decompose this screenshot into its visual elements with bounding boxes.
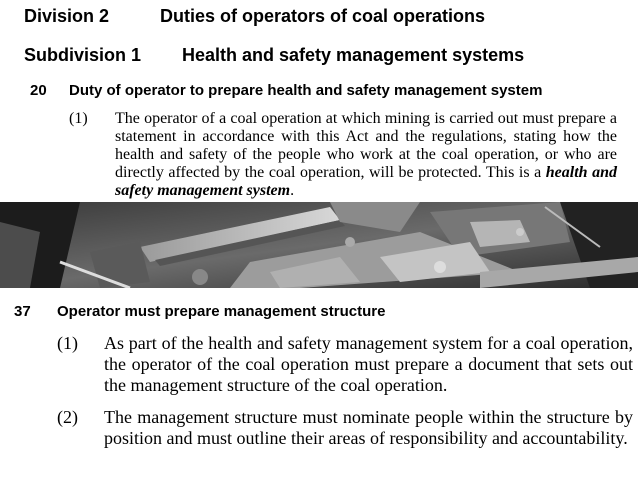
section-20-title: Duty of operator to prepare health and safety management system: [69, 82, 543, 99]
section-37-number: 37: [14, 303, 31, 320]
paragraph-text: [115, 110, 617, 200]
paragraph-text-main: The operator of a coal operation at which mining is carried out must prepare a statement in accordance with this Act and the regulations, stating how the health and safety of the people who work at the coal operation, or who are directly affected by the coal operation, will be protected. This is a: [115, 110, 617, 181]
paragraph-number: (1): [57, 333, 78, 353]
paragraph-text: The management structure must nominate people within the structure by position and must outline their areas of responsibility and accountability.: [104, 407, 633, 448]
section-20-number: 20: [30, 82, 47, 99]
paragraph-text: As part of the health and safety management system for a coal operation, the operator of the coal operation must prepare a document that sets out the management structure of the coal operation.: [104, 333, 633, 395]
division-title: Duties of operators of coal operations: [160, 6, 486, 26]
paragraph-number: (2): [57, 407, 78, 427]
paragraph-text-end: .: [290, 182, 295, 199]
paragraph-number: (1): [69, 110, 88, 127]
defined-term: health and safety management system: [115, 164, 618, 199]
subdivision-title: Health and safety management systems: [182, 45, 525, 65]
mine-collapse-photo: [0, 202, 638, 288]
subdivision-number: Subdivision 1: [24, 45, 142, 65]
section-37-title: Operator must prepare management structure: [57, 303, 386, 320]
division-number: Division 2: [24, 6, 110, 26]
